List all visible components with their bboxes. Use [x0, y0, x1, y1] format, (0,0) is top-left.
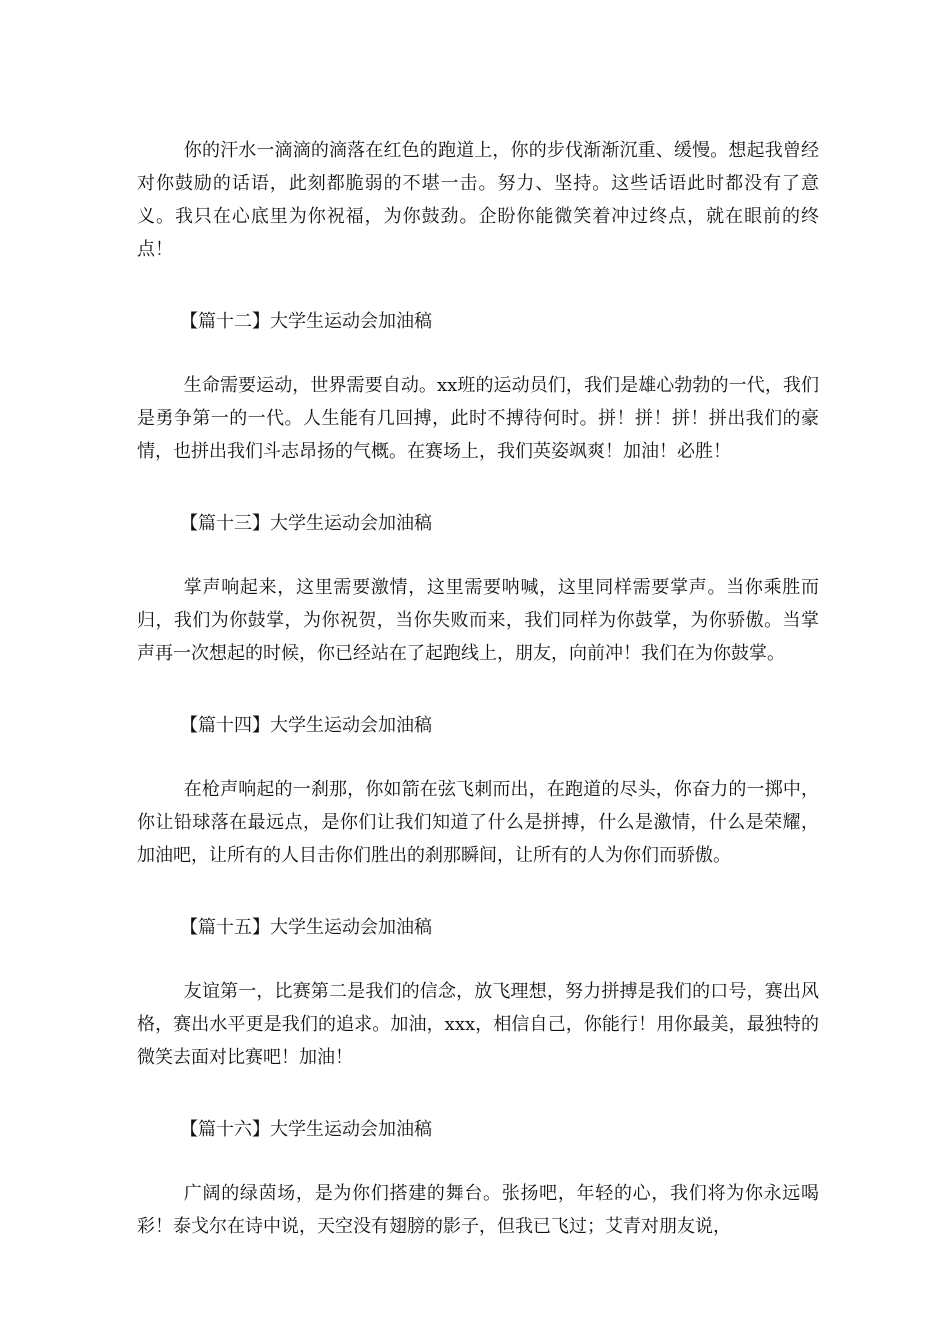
- section-heading-13: 【篇十三】大学生运动会加油稿: [180, 513, 432, 534]
- paragraph-finish-line: 你的汗水一滴滴的滴落在红色的跑道上，你的步伐渐渐沉重、缓慢。想起我曾经对你鼓励的话语，此刻都脆弱的不堪一击。努力、坚持。这些话语此时都没有了意义。我只在心底里为你祝福，为你鼓劲。企盼你能微笑着冲过终点，就在眼前的终点！: [137, 140, 819, 260]
- paragraph-section-12: 生命需要运动，世界需要自动。xx班的运动员们，我们是雄心勃勃的一代，我们是勇争第一的一代。人生能有几回搏，此时不搏待何时。拼！拼！拼！拼出我们的豪情，也拼出我们斗志昂扬的气概。在赛场上，我们英姿飒爽！加油！必胜！: [137, 375, 819, 462]
- paragraph-section-14: 在枪声响起的一刹那，你如箭在弦飞刺而出，在跑道的尽头，你奋力的一掷中，你让铅球落在最远点，是你们让我们知道了什么是拼搏，什么是激情，什么是荣耀，加油吧，让所有的人目击你们胜出的刹那瞬间，让所有的人为你们而骄傲。: [137, 779, 819, 866]
- paragraph-section-15: 友谊第一，比赛第二是我们的信念，放飞理想，努力拼搏是我们的口号，赛出风格，赛出水平更是我们的追求。加油，xxx，相信自己，你能行！用你最美，最独特的微笑去面对比赛吧！加油！: [137, 981, 819, 1068]
- section-heading-12: 【篇十二】大学生运动会加油稿: [180, 311, 432, 332]
- paragraph-section-16: 广阔的绿茵场，是为你们搭建的舞台。张扬吧，年轻的心，我们将为你永远喝彩！泰戈尔在诗中说，天空没有翅膀的影子，但我已飞过；艾青对朋友说，: [137, 1183, 819, 1237]
- document-body: [137, 134, 819, 1282]
- paragraph-section-13: 掌声响起来，这里需要激情，这里需要呐喊，这里同样需要掌声。当你乘胜而归，我们为你鼓掌，为你祝贺，当你失败而来，我们同样为你鼓掌，为你骄傲。当掌声再一次想起的时候，你已经站在了起跑线上，朋友，向前冲！我们在为你鼓掌。: [137, 577, 819, 664]
- section-heading-15: 【篇十五】大学生运动会加油稿: [180, 917, 432, 938]
- section-heading-16: 【篇十六】大学生运动会加油稿: [180, 1119, 432, 1140]
- section-heading-14: 【篇十四】大学生运动会加油稿: [180, 715, 432, 736]
